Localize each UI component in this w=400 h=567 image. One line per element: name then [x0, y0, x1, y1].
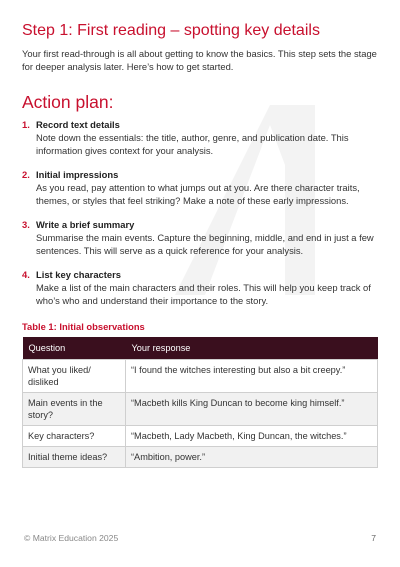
step-title: Initial impressions	[36, 169, 119, 180]
step-number: 3.	[22, 219, 30, 230]
question-cell: Main events in the story?	[23, 393, 126, 426]
step-number: 1.	[22, 119, 30, 130]
response-cell: “Macbeth kills King Duncan to become king himself.”	[126, 393, 378, 426]
action-plan-heading: Action plan:	[22, 92, 114, 112]
step-title: Record text details	[36, 119, 120, 130]
question-cell: What you liked/ disliked	[23, 360, 126, 393]
step-item	[22, 268, 378, 307]
step-body: Summarise the main events. Capture the beginning, middle, and end in just a few sentences. This will serve as a quick reference for your analysis.	[36, 232, 374, 256]
page-title: Step 1: First reading – spotting key details	[22, 22, 320, 39]
observations-table	[22, 337, 378, 468]
table-row	[23, 447, 378, 468]
step-body: Make a list of the main characters and their roles. This will help you keep track of who’s who and understand their importance to the story.	[36, 282, 371, 306]
table-row	[23, 360, 378, 393]
table-row	[23, 426, 378, 447]
column-header-question: Question	[23, 337, 126, 360]
step-title: Write a brief summary	[36, 219, 135, 230]
step-number: 4.	[22, 269, 30, 280]
page-footer	[24, 533, 376, 543]
copyright-text: © Matrix Education 2025	[24, 533, 119, 543]
step-body: Note down the essentials: the title, author, genre, and publication date. This information gives context for your analysis.	[36, 132, 349, 156]
response-cell: “Macbeth, Lady Macbeth, King Duncan, the witches.”	[126, 426, 378, 447]
action-plan-list	[22, 118, 378, 307]
step-number: 2.	[22, 169, 30, 180]
table-row	[23, 393, 378, 426]
question-cell: Initial theme ideas?	[23, 447, 126, 468]
column-header-response: Your response	[126, 337, 378, 360]
step-item	[22, 118, 378, 157]
step-title: List key characters	[36, 269, 121, 280]
page-number: 7	[371, 533, 376, 543]
table-header-row	[23, 337, 378, 360]
step-body: As you read, pay attention to what jumps out at you. Are there character traits, themes, or styles that feel striking? Make a note of these early impressions.	[36, 182, 360, 206]
question-cell: Key characters?	[23, 426, 126, 447]
step-item	[22, 168, 378, 207]
table-caption: Table 1: Initial observations	[22, 321, 145, 332]
step-item	[22, 218, 378, 257]
intro-paragraph: Your first read-through is all about getting to know the basics. This step sets the stage for deeper analysis later. Here’s how to get started.	[22, 48, 377, 72]
response-cell: “I found the witches interesting but also a bit creepy.”	[126, 360, 378, 393]
response-cell: “Ambition, power.”	[126, 447, 378, 468]
